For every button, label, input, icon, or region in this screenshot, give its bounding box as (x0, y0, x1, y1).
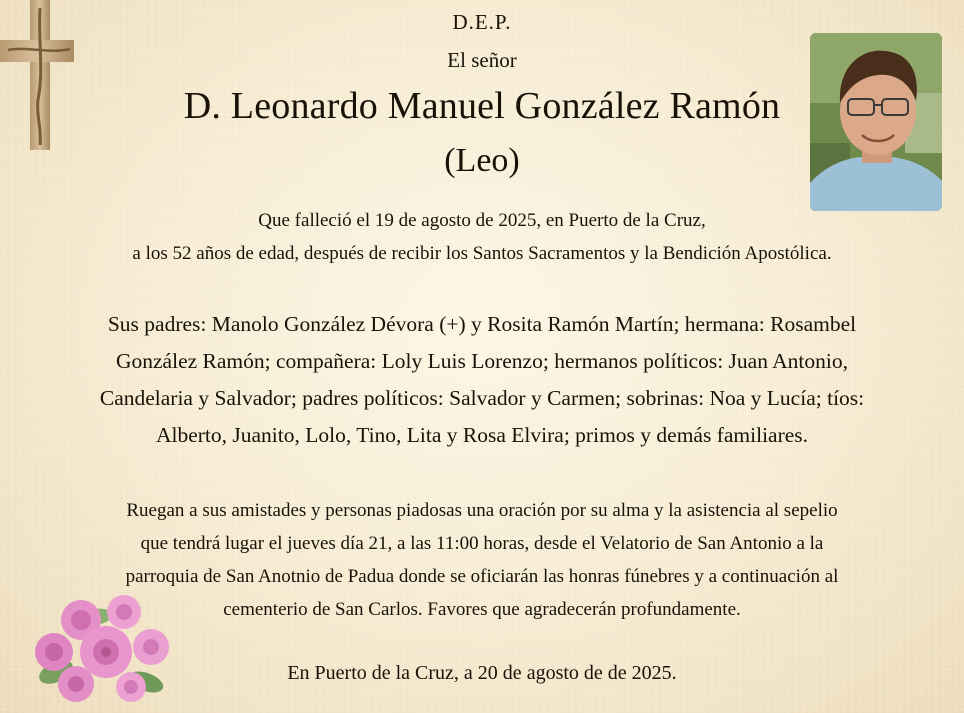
death-notice-line: Que falleció el 19 de agosto de 2025, en Puerto de la Cruz, (258, 210, 706, 231)
nickname: (Leo) (444, 142, 520, 179)
family-line: Sus padres: Manolo González Dévora (+) y Rosita Ramón Martín; hermana: Rosambel (107, 312, 857, 336)
request-line: parroquia de San Anotnio de Padua donde se oficiarán las honras fúnebres y a continuación al (125, 566, 839, 587)
death-notice (0, 204, 964, 270)
request-line: cementerio de San Carlos. Favores que agradecerán profundamente. (223, 599, 741, 620)
pink-roses-icon (26, 592, 176, 704)
family-line: Candelaria y Salvador; padres políticos: Salvador y Carmen; sobrinas: Noa y Lucía; tíos: (99, 386, 865, 410)
request-line: que tendrá lugar el jueves día 21, a las 11:00 horas, desde el Velatorio de San Antonio a la (140, 533, 824, 554)
death-notice-line: a los 52 años de edad, después de recibir los Santos Sacramentos y la Bendición Apostólica. (132, 243, 832, 264)
dep-heading: D.E.P. (452, 10, 512, 34)
deceased-name: D. Leonardo Manuel González Ramón (183, 85, 781, 127)
request-line: Ruegan a sus amistades y personas piadosas una oración por su alma y la asistencia al sepelio (126, 500, 838, 521)
family-line: González Ramón; compañera: Loly Luis Lorenzo; hermanos políticos: Juan Antonio, (115, 349, 849, 373)
family-line: Alberto, Juanito, Lolo, Tino, Lita y Rosa Elvira; primos y demás familiares. (155, 423, 809, 447)
honorific: El señor (447, 48, 517, 72)
place-date: En Puerto de la Cruz, a 20 de agosto de de 2025. (287, 662, 677, 684)
family-list (12, 306, 952, 454)
